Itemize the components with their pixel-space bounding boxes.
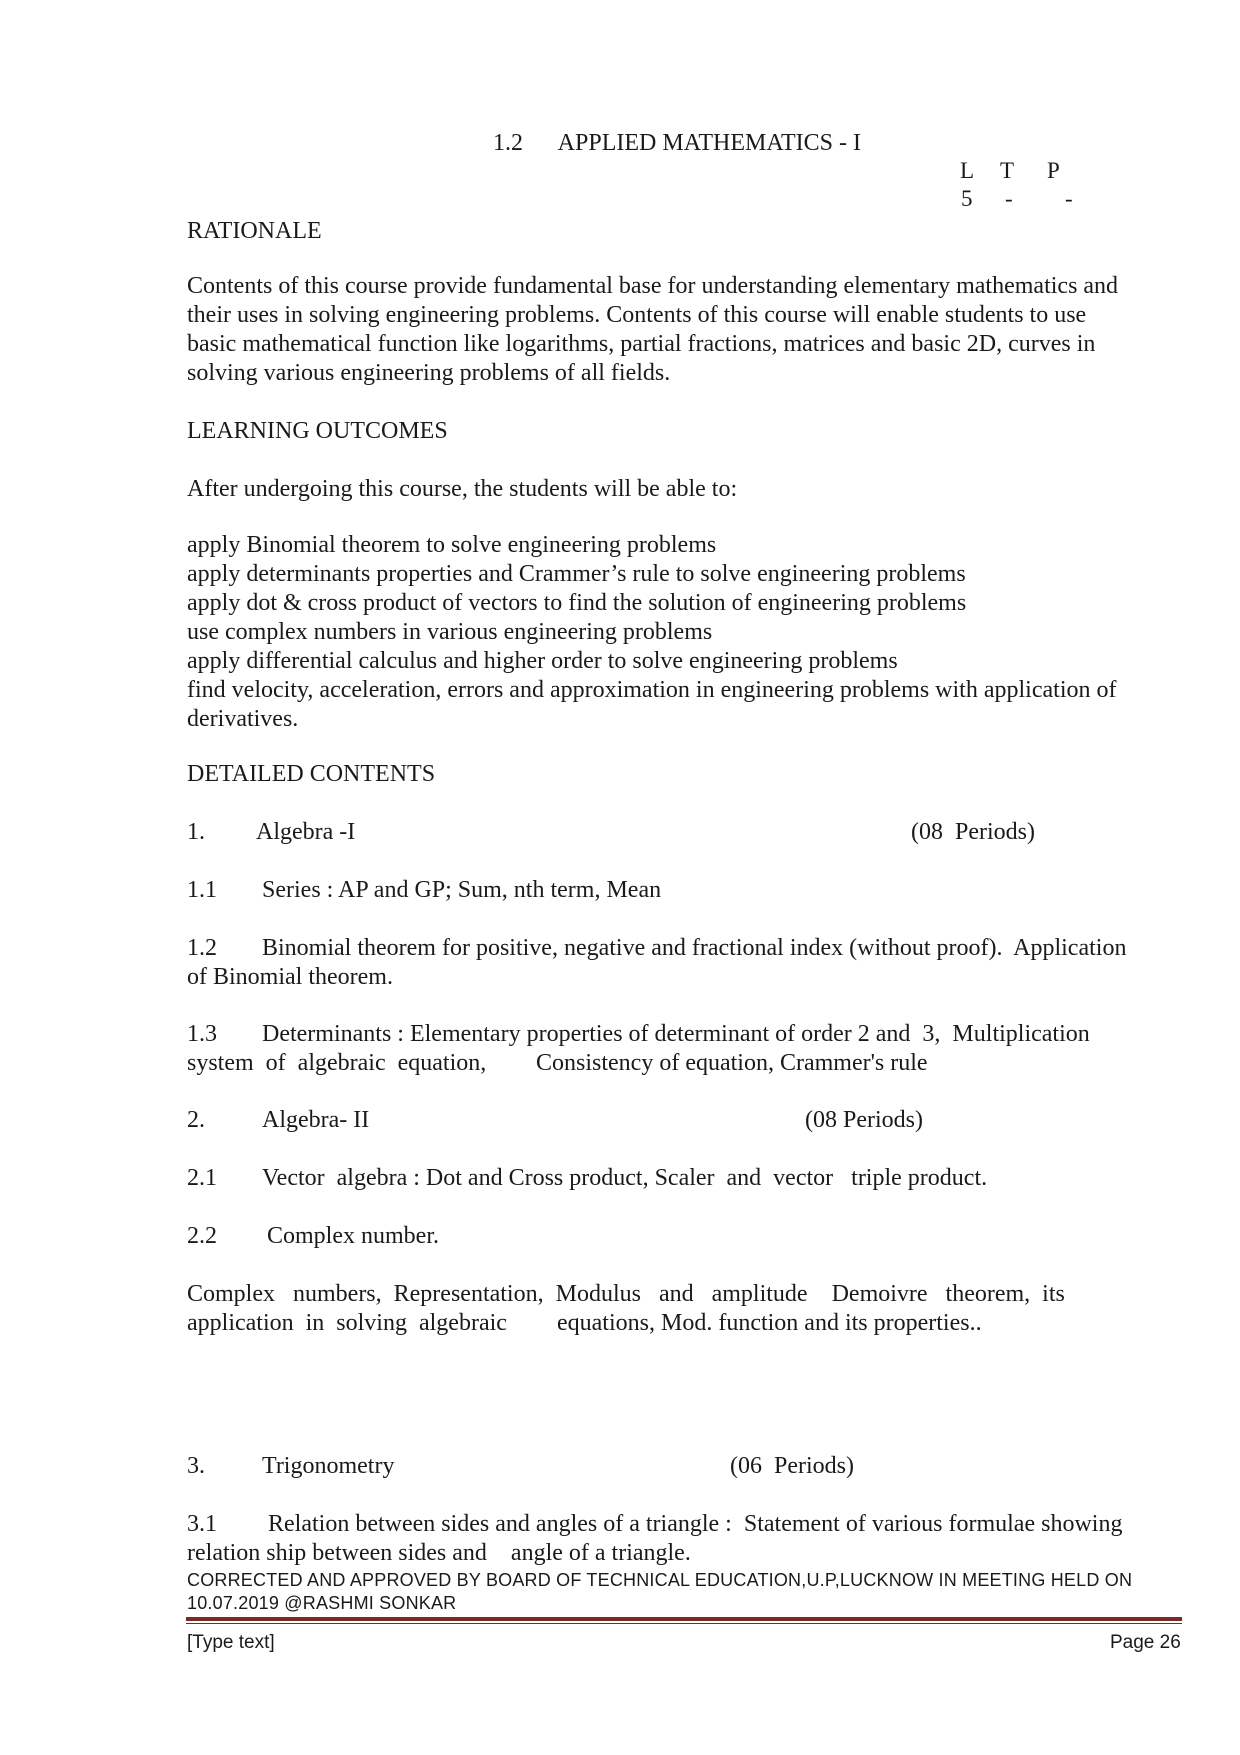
ltp-value-p: -: [1065, 186, 1073, 211]
unit2-title: Algebra- II: [262, 1107, 370, 1133]
outcomes-heading: LEARNING OUTCOMES: [187, 418, 448, 444]
ltp-label-p: P: [1047, 158, 1060, 183]
ltp-label-t: T: [1000, 158, 1015, 183]
unit2-number: 2.: [187, 1107, 205, 1133]
complex-line2b: equations, Mod. function and its properties..: [557, 1310, 982, 1336]
outcomes-list: [187, 531, 1167, 734]
unit1-periods: (08 Periods): [911, 819, 1035, 845]
outcomes-intro: After undergoing this course, the students will be able to:: [187, 476, 738, 502]
section-1-3-line2a: system of algebraic equation,: [187, 1050, 487, 1076]
unit1-number: 1.: [187, 819, 205, 845]
ltp-value-t: -: [1005, 186, 1013, 211]
section-1-2-number: 1.2: [187, 935, 217, 961]
section-1-3-number: 1.3: [187, 1021, 217, 1047]
section-3-1-line2: relation ship between sides and angle of a triangle.: [187, 1540, 691, 1566]
rationale-text: [187, 272, 1167, 388]
outcome-item: apply determinants properties and Crammer’s rule to solve engineering problems: [187, 561, 966, 587]
section-1-1-number: 1.1: [187, 877, 217, 903]
section-2-1-text: Vector algebra : Dot and Cross product, Scaler and vector triple product.: [262, 1165, 988, 1191]
page-number: Page 26: [1110, 1632, 1181, 1653]
rationale-line: their uses in solving engineering problems. Contents of this course will enable students to use: [187, 302, 1087, 328]
outcome-item: apply Binomial theorem to solve engineering problems: [187, 532, 717, 558]
outcome-item: find velocity, acceleration, errors and approximation in engineering problems with application of: [187, 677, 1117, 703]
section-3-1-line1: Relation between sides and angles of a triangle : Statement of various formulae showing: [268, 1511, 1123, 1537]
outcome-item: derivatives.: [187, 706, 299, 732]
ltp-label-l: L: [960, 158, 975, 183]
section-1-2-line2: of Binomial theorem.: [187, 964, 393, 990]
unit3-title: Trigonometry: [262, 1453, 395, 1479]
footer-left-text: [Type text]: [187, 1632, 275, 1653]
approval-note-line1: CORRECTED AND APPROVED BY BOARD OF TECHNICAL EDUCATION,U.P,LUCKNOW IN MEETING HELD ON: [187, 1570, 1133, 1590]
complex-line2a: application in solving algebraic: [187, 1310, 507, 1336]
course-title: 1.2 APPLIED MATHEMATICS - I: [493, 130, 862, 156]
section-2-2-number: 2.2: [187, 1223, 217, 1249]
rationale-heading: RATIONALE: [187, 218, 322, 244]
outcome-item: apply differential calculus and higher order to solve engineering problems: [187, 648, 898, 674]
outcome-item: apply dot & cross product of vectors to find the solution of engineering problems: [187, 590, 967, 616]
unit3-periods: (06 Periods): [730, 1453, 854, 1479]
section-1-3-line2b: Consistency of equation, Crammer's rule: [536, 1050, 928, 1076]
rationale-line: Contents of this course provide fundamental base for understanding elementary mathematics and: [187, 273, 1119, 299]
complex-line1: Complex numbers, Representation, Modulus and amplitude Demoivre theorem, its: [187, 1281, 1065, 1307]
section-2-2-text: Complex number.: [267, 1223, 439, 1249]
section-1-1-text: Series : AP and GP; Sum, nth term, Mean: [262, 877, 662, 903]
section-3-1-number: 3.1: [187, 1511, 217, 1537]
rationale-line: solving various engineering problems of all fields.: [187, 360, 671, 386]
ltp-value-l: 5: [961, 186, 973, 211]
contents-heading: DETAILED CONTENTS: [187, 761, 436, 787]
unit3-number: 3.: [187, 1453, 205, 1479]
footer-rule-thin: [186, 1623, 1182, 1624]
footer-rule-thick: [186, 1617, 1182, 1621]
rationale-line: basic mathematical function like logarithms, partial fractions, matrices and basic 2D, curves in: [187, 331, 1096, 357]
approval-note-line2: 10.07.2019 @RASHMI SONKAR: [187, 1593, 457, 1613]
outcome-item: use complex numbers in various engineering problems: [187, 619, 713, 645]
section-1-3-line1: Determinants : Elementary properties of determinant of order 2 and 3, Multiplication: [262, 1021, 1090, 1047]
section-1-2-line1: Binomial theorem for positive, negative and fractional index (without proof). Application: [262, 935, 1127, 961]
unit2-periods: (08 Periods): [805, 1107, 923, 1133]
unit1-title: Algebra -I: [256, 819, 356, 845]
section-2-1-number: 2.1: [187, 1165, 217, 1191]
